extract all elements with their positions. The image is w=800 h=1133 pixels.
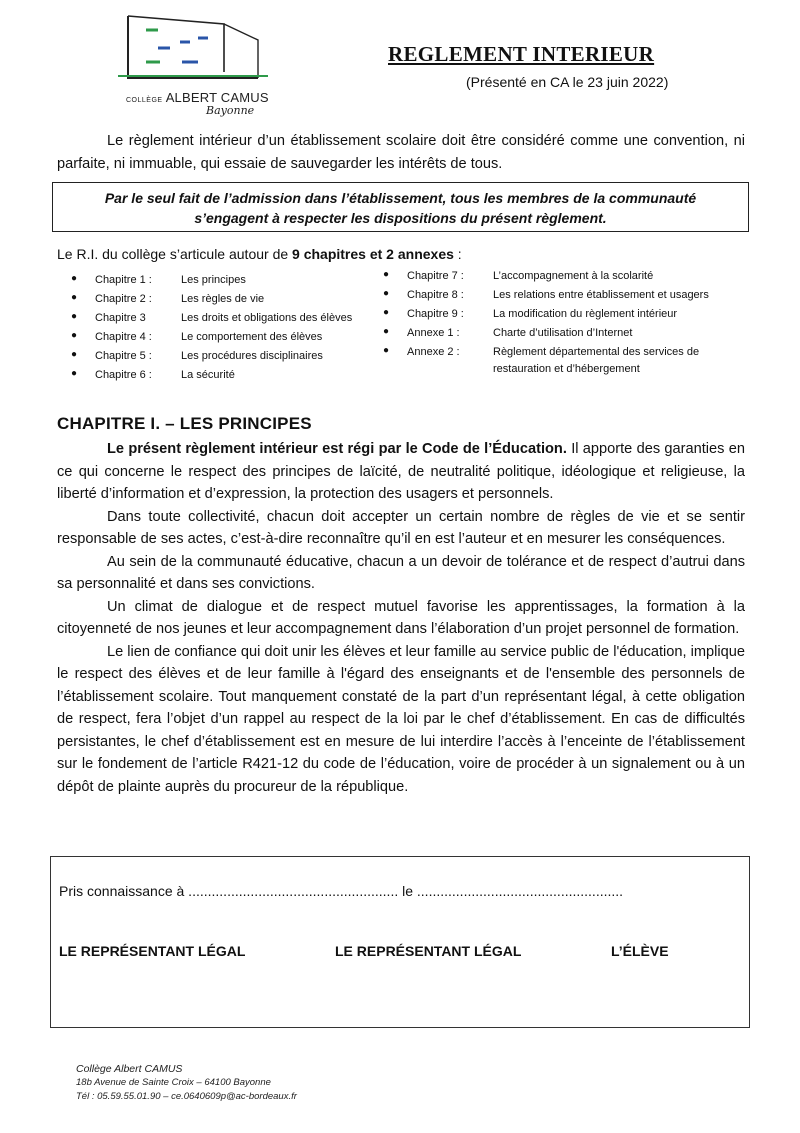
chapter-heading: CHAPITRE I. – LES PRINCIPES [57, 414, 312, 433]
document-title: REGLEMENT INTERIEUR [388, 42, 655, 66]
notice-line-1: Par le seul fait de l’admission dans l’établissement, tous les membres de la communauté [104, 190, 697, 206]
legal-representative-2-label: LE REPRÉSENTANT LÉGAL [335, 943, 522, 959]
chapter-paragraph: Le lien de confiance qui doit unir les élèves et leur famille au service public de l'éducation, implique le respect des élèves et de leur famille à l'égard des enseignants et de l'ensemble des personnels de l’établissement scolaire. Tout manquement constaté de la part d’un représentant légal, à cette obligation de respect, fera l’objet d’un rappel au respect de la loi par le chef d’établissement. En cas de difficultés persistantes, le chef d’établissement est en mesure de lui interdire l’accès à l’enceinte de l’établissement sur le fondement de l’article R421-12 du code de l’éducation, voire de procéder à un signalement ou à un dépôt de plainte auprès du procureur de la république. [57, 643, 745, 795]
structure-intro [57, 246, 462, 262]
bullet-icon: ● [383, 307, 390, 318]
bullet-icon: ● [71, 273, 78, 284]
toc-label: Règlement départemental des services de [493, 346, 700, 358]
notice-box [52, 182, 749, 232]
intro-paragraph: Le règlement intérieur d’un établissement scolaire doit être considéré comme une convention, ni parfaite, ni immuable, qui essaie de sauvegarder les intérêts de tous. [57, 133, 745, 172]
toc-left-list [71, 272, 371, 392]
bullet-icon: ● [383, 269, 390, 280]
bullet-icon: ● [71, 349, 78, 360]
footer-school-name: Collège Albert CAMUS [76, 1063, 183, 1075]
toc-label: Le comportement des élèves [181, 331, 323, 343]
document-subtitle: (Présenté en CA le 23 juin 2022) [466, 74, 669, 90]
chapter-paragraph: Dans toute collectivité, chacun doit accepter un certain nombre de règles de vie et se sentir responsable de ses actes, c’est-à-dire reconnaître qu’il en est l’auteur et en mesurer les conséquences. [57, 508, 745, 547]
toc-label: La modification du règlement intérieur [493, 308, 678, 320]
toc-label: Les procédures disciplinaires [181, 350, 323, 362]
toc-number: Chapitre 4 : [95, 331, 152, 343]
footer-contact: Tél : 05.59.55.01.90 – ce.0640609p@ac-bordeaux.fr [76, 1091, 297, 1102]
logo-name: ALBERT CAMUS [165, 90, 269, 105]
toc-number: Chapitre 9 : [407, 308, 464, 320]
bullet-icon: ● [71, 368, 78, 379]
footer [76, 1062, 297, 1104]
footer-address: 18b Avenue de Sainte Croix – 64100 Bayonne [76, 1077, 271, 1088]
school-logo [118, 12, 269, 117]
chapter-paragraph-lead: Le présent règlement intérieur est régi par le Code de l’Éducation. [107, 441, 567, 457]
structure-count: 9 chapitres et 2 annexes [292, 246, 454, 262]
toc-label: La sécurité [181, 369, 235, 381]
toc-number: Annexe 2 : [407, 346, 460, 358]
logo-city: Bayonne [206, 104, 255, 117]
bullet-icon: ● [383, 288, 390, 299]
bullet-icon: ● [71, 330, 78, 341]
structure-suffix: : [453, 246, 462, 262]
toc-number: Chapitre 5 : [95, 350, 152, 362]
toc-label: Les droits et obligations des élèves [181, 312, 353, 324]
toc-label: Les règles de vie [181, 293, 265, 305]
toc-label: Les relations entre établissement et usagers [493, 289, 709, 301]
student-label: L’ÉLÈVE [611, 943, 669, 959]
toc-label: Les principes [181, 274, 246, 286]
toc-number: Chapitre 3 [95, 312, 146, 324]
toc-number: Chapitre 8 : [407, 289, 464, 301]
chapter-body [57, 438, 745, 798]
toc-right-list [383, 268, 723, 388]
chapter-paragraph: Un climat de dialogue et de respect mutuel favorise les apprentissages, la formation à la citoyenneté de nos jeunes et leur accompagnement dans l’élaboration d’un projet personnel de formation. [57, 598, 745, 637]
building-logo-icon [118, 12, 268, 92]
toc-number: Chapitre 1 : [95, 274, 152, 286]
structure-prefix: Le R.I. du collège s’articule autour de [57, 246, 289, 262]
toc-number: Chapitre 6 : [95, 369, 152, 381]
bullet-icon: ● [71, 292, 78, 303]
bullet-icon: ● [383, 326, 390, 337]
acknowledgement-line[interactable]: Pris connaissance à ...................................................... le ..................................................... [59, 883, 624, 899]
toc-number: Chapitre 2 : [95, 293, 152, 305]
toc-label: restauration et d’hébergement [493, 363, 640, 375]
toc-label: Charte d’utilisation d’Internet [493, 327, 633, 339]
toc-number: Chapitre 7 : [407, 270, 464, 282]
logo-school-name [126, 90, 269, 105]
toc-number: Annexe 1 : [407, 327, 460, 339]
bullet-icon: ● [71, 311, 78, 322]
chapter-paragraph [57, 438, 745, 506]
signature-box [50, 856, 750, 1028]
logo-prefix: COLLÈGE [126, 97, 163, 104]
legal-representative-1-label: LE REPRÉSENTANT LÉGAL [59, 943, 246, 959]
bullet-icon: ● [383, 345, 390, 356]
toc-label: L’accompagnement à la scolarité [493, 270, 654, 282]
chapter-paragraph-text: Il apporte des garanties en ce qui concerne le respect des principes de laïcité, de neutralité politique, idéologique et religieuse, la liberté d’information et d’expression, la protection des usagers et personnels. [57, 441, 745, 502]
notice-line-2: s’engagent à respecter les dispositions du présent règlement. [194, 210, 607, 226]
chapter-paragraph: Au sein de la communauté éducative, chacun a un devoir de tolérance et de respect d’autrui dans sa personnalité et dans ses convictions. [57, 553, 745, 592]
